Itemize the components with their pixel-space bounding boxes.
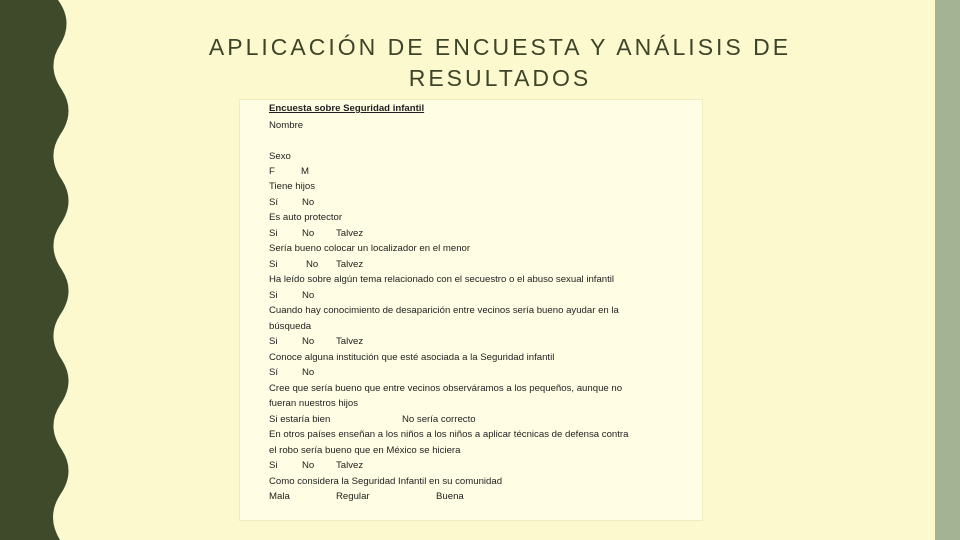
left-decorative-band xyxy=(0,0,80,540)
option: No xyxy=(302,336,315,347)
question-desaparicion-line-2: búsqueda xyxy=(269,321,312,332)
option: Talvez xyxy=(336,228,364,239)
option: Si xyxy=(269,336,278,347)
option: No xyxy=(302,460,315,471)
option: Mala xyxy=(269,491,290,502)
slide-title xyxy=(150,32,850,94)
question-institucion: Conoce alguna institución que esté asociada a la Seguridad infantil xyxy=(269,352,555,363)
option: No xyxy=(302,290,315,301)
option: Talvez xyxy=(336,460,364,471)
option: Si xyxy=(269,290,278,301)
option: No xyxy=(302,228,315,239)
option: Regular xyxy=(336,491,370,502)
option: Buena xyxy=(436,491,464,502)
right-decorative-band xyxy=(935,0,960,540)
option: Si xyxy=(269,460,278,471)
option: M xyxy=(301,166,309,177)
option: Si xyxy=(269,228,278,239)
question-auto-protector: Es auto protector xyxy=(269,212,343,223)
option: No sería correcto xyxy=(402,414,476,425)
option: Talvez xyxy=(336,259,364,270)
option: No xyxy=(302,367,315,378)
question-sexo: Sexo xyxy=(269,151,291,162)
question-defensa-line-1: En otros países enseñan a los niños a los niños a aplicar técnicas de defensa contra xyxy=(269,429,629,440)
survey-header: Encuesta sobre Seguridad infantil xyxy=(269,103,425,114)
question-secuestro: Ha leído sobre algún tema relacionado con el secuestro o el abuso sexual infantil xyxy=(269,274,615,285)
option: No xyxy=(306,259,319,270)
question-comunidad: Como considera la Seguridad Infantil en su comunidad xyxy=(269,476,503,487)
question-desaparicion-line-1: Cuando hay conocimiento de desaparición entre vecinos sería bueno ayudar en la xyxy=(269,305,619,316)
option: F xyxy=(269,166,275,177)
question-hijos: Tiene hijos xyxy=(269,181,316,192)
field-nombre: Nombre xyxy=(269,120,304,131)
option: Sí xyxy=(269,367,279,378)
option: Sí xyxy=(269,197,279,208)
question-localizador: Sería bueno colocar un localizador en el menor xyxy=(269,243,471,254)
question-vecinos-line-2: fueran nuestros hijos xyxy=(269,398,359,409)
option: Si xyxy=(269,259,278,270)
slide-title-line-1: APLICACIÓN DE ENCUESTA Y ANÁLISIS DE xyxy=(208,34,792,60)
question-defensa-line-2: el robo sería bueno que en México se hiciera xyxy=(269,445,461,456)
option: No xyxy=(302,197,315,208)
option: Talvez xyxy=(336,336,364,347)
slide-title-line-2: RESULTADOS xyxy=(408,65,592,91)
question-vecinos-line-1: Cree que sería bueno que entre vecinos observáramos a los pequeños, aunque no xyxy=(269,383,623,394)
option: Si estaría bien xyxy=(269,414,331,425)
survey-document-image xyxy=(240,100,702,520)
